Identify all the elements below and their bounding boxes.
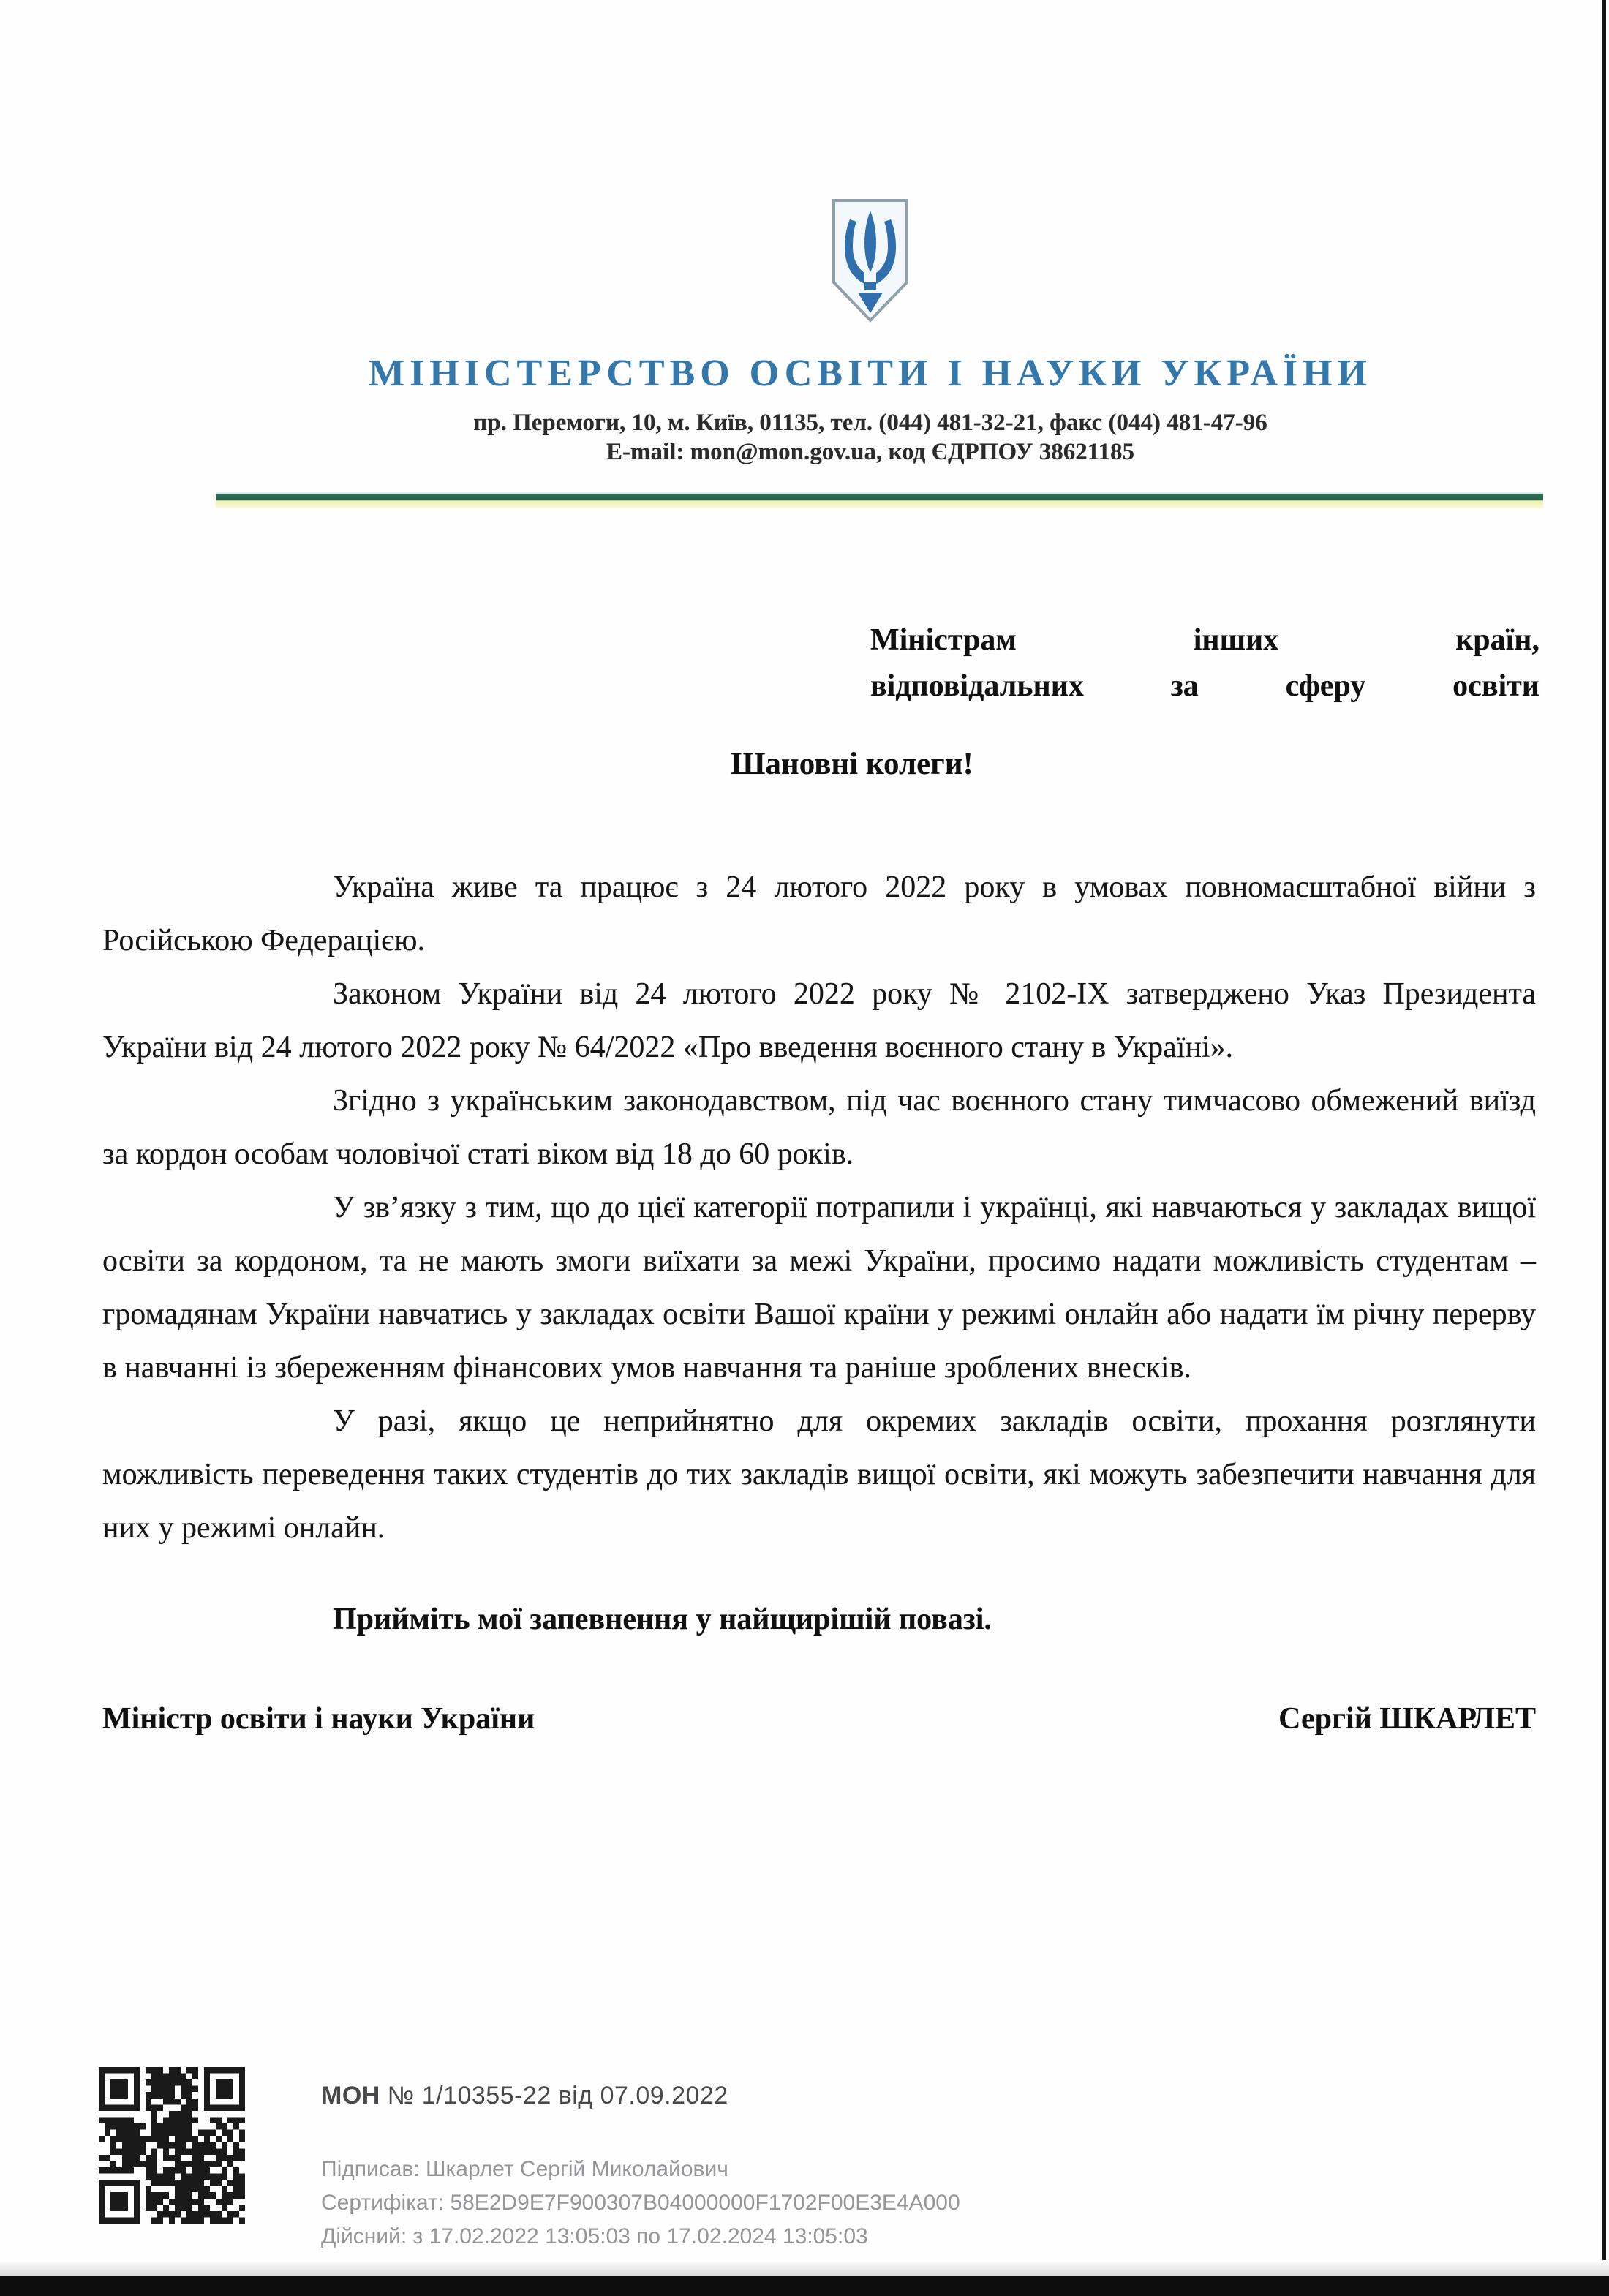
letterhead-divider [216,492,1543,509]
signature-name: Сергій ШКАРЛЕТ [1278,1702,1536,1736]
certificate-line: Сертифікат: 58E2D9E7F900307B04000000F1702F00E3E4A000 [321,2191,960,2215]
salutation: Шановні колеги! [731,747,973,781]
signature-row [102,1701,1536,1736]
paragraph-2: Законом України від 24 лютого 2022 року № 2102-IX затверджено Указ Президента України від 24 лютого 2022 року № 64/2022 «Про введення воєнного стану в Україні». [102,977,1536,1064]
paragraph-5: У разі, якщо це неприйнятно для окремих закладів освіти, прохання розглянути можливість переведення таких студентів до тих закладів вищої освіти, які можуть забезпечити навчання для них у режимі онлайн. [102,1404,1536,1545]
paragraph-4: У зв’язку з тим, що до цієї категорії потрапили і українці, які навчаються у закладах вищої освіти за кордоном, та не мають змоги виїхати за межі України, просимо надати можливість студентам – громадянам України навчатись у закладах освіти Вашої країни у режимі онлайн або надати їм річну перерву в навчанні із збереженням фінансових умов навчання та раніше зроблених внесків. [102,1191,1536,1385]
doc-org: МОН [321,2082,380,2109]
address-line-1: пр. Перемоги, 10, м. Київ, 01135, тел. (044) 481-32-21, факс (044) 481-47-96 [473,410,1267,436]
signature-role: Міністр освіти і науки України [102,1702,535,1736]
bottom-black-bar [0,2276,1609,2296]
letter-body [102,861,1536,1555]
paragraph-3: Згідно з українським законодавством, під час воєнного стану тимчасово обмежений виїзд за кордон особам чоловічої статі віком від 18 до 60 років. [102,1084,1536,1171]
recipient-line-2: відповідальних за сферу освіти [870,669,1540,703]
scan-edge-artifact [1602,0,1606,2276]
ukraine-trident-emblem-icon [132,196,1609,325]
recipient-block [870,617,1540,709]
closing-line: Прийміть мої запевнення у найщирішій повазі. [333,1603,992,1636]
bottom-shade [0,2260,1609,2276]
address-line-2: E-mail: mon@mon.gov.ua, код ЄДРПОУ 38621185 [606,439,1134,465]
qr-code [99,2067,245,2224]
signed-by-line: Підписав: Шкарлет Сергій Миколайович [321,2157,728,2181]
letterhead [0,196,1609,509]
letter-content [0,861,1609,1736]
registration-footer [99,2067,960,2254]
recipient-line-1: Міністрам інших країн, [870,623,1540,657]
doc-number: № 1/10355-22 від 07.09.2022 [387,2082,728,2109]
registration-meta [321,2067,960,2254]
doc-number-line [321,2082,960,2110]
validity-line: Дійсний: з 17.02.2022 13:05:03 по 17.02.2024 13:05:03 [321,2224,868,2248]
paragraph-1: Україна живе та працює з 24 лютого 2022 року в умовах повномасштабної війни з Російською Федерацією. [102,870,1536,957]
ministry-title: МІНІСТЕРСТВО ОСВІТИ І НАУКИ УКРАЇНИ [368,353,1372,394]
